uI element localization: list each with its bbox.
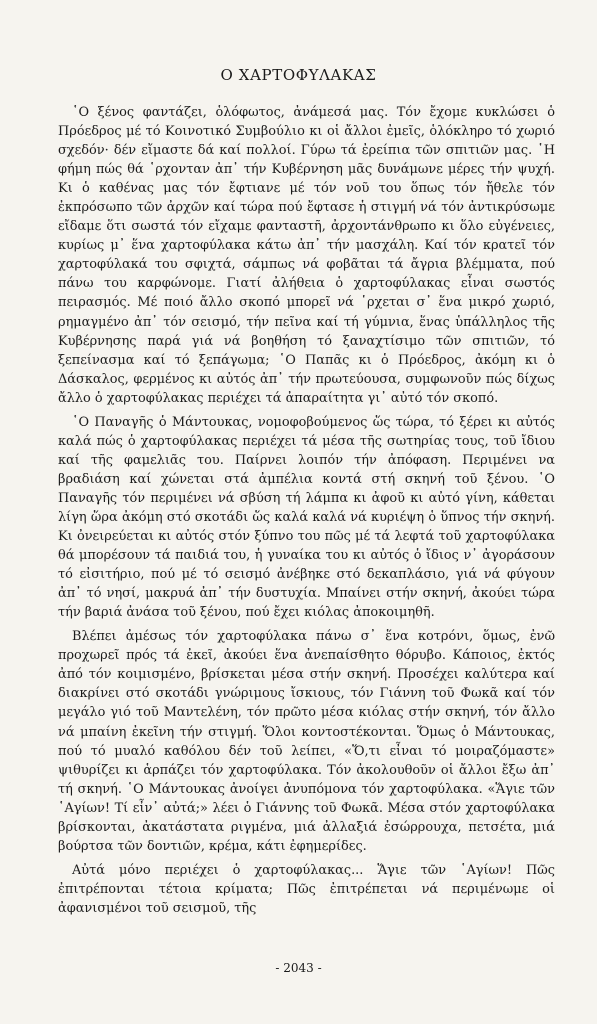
chapter-title: Ο ΧΑΡΤΟΦΥΛΑΚΑΣ	[220, 66, 377, 84]
paragraph-3: Βλέπει ἀμέσως τόν χαρτοφύλακα πάνω σ᾿ ἕνα κοτρόνι, ὅμως, ἐνῶ προχωρεῖ πρός τά ἐκεῖ, ἀκούει ἕνα ἀνεπαίσθητο θόρυβο. Κάποιος, ἐκτός ἀπό τόν κοιμισμένο, βρίσκεται μέσα στήν σκηνή. Προσέχει καλύτερα καί διακρίνει στό σκοτάδι γνώριμους ἴσκιους, τόν Γιάννη τοῦ Φωκᾶ καί τόν μεγάλο γιό τοῦ Μαντελένη, τόν πρῶτο μέσα κιόλας στήν σκηνή, τόν ἄλλο νά μπαίνη ἐκεῖνη τήν στιγμή. Ὅλοι κοντοστέκονται. Ὅμως ὁ Μάντουκας, πού τό μυαλό καθόλου δέν τοῦ λείπει, «Ὅ,τι εἶναι τό μοιραζόμαστε» ψιθυρίζει κι ἁρπάζει τόν χαρτοφύλακα. Τόν ἀκολουθοῦν οἱ ἄλλοι ἔξω ἀπ᾿ τή σκηνή. ῾Ο Μάντουκας ἀνοίγει ἀνυπόμονα τόν χαρτοφύλακα. «Ἅγιε τῶν ῾Αγίων! Τί εἶν᾿ αὐτά;» λέει ὁ Γιάννης τοῦ Φωκᾶ. Μέσα στόν χαρτοφύλακα βρίσκονται, ἀκατάστατα ριγμένα, μιά ἀλλαξιά ἐσώρρουχα, πετσέτα, μιά βούρτσα τῶν δοντιῶν, κρέμα, κάτι ἐφημερίδες.	[58, 629, 555, 854]
page-number: - 2043 -	[275, 961, 322, 975]
story-body	[58, 103, 555, 923]
paragraph-2: ῾Ο Παναγῆς ὁ Μάντουκας, νομοφοβούμενος ὥς τώρα, τό ξέρει κι αὐτός καλά πώς ὁ χαρτοφύλακας περιέχει τά μέσα τῆς σωτηρίας τους, τοῦ ἴδιου καί τῆς φαμελιᾶς του. Παίρνει λοιπόν τήν ἀπόφαση. Περιμένει να βραδιάση καί χώνεται στά ἀμπέλια κοντά στή σκηνή τοῦ ξένου. ῾Ο Παναγῆς τόν περιμένει νά σβύση τή λάμπα κι ἀφοῦ κι αὐτό γίνη, κάθεται λίγη ὥρα ἀκόμη στό σκοτάδι ὥς καλά καλά νά κυριέψη ὁ ὕπνος τήν σκηνή. Κι ὀνειρεύεται κι αὐτός στόν ξύπνο του πῶς μέ τά λεφτά τοῦ χαρτοφύλακα θά μπορέσουν τά παιδιά του, ἡ γυναίκα του κι αὐτός ὁ ἴδιος ν᾿ ἀγοράσουν τό εἰσιτήριο, πού μέ τό σεισμό ἀνέβηκε στό δεκαπλάσιο, γιά νά φύγουν ἀπ᾿ τό νησί, μακρυά ἀπ᾿ τήν δυστυχία. Μπαίνει στήν σκηνή, ἀκούει τώρα τήν βαριά ἀνάσα τοῦ ξένου, πού ἔχει κιόλας ἀποκοιμηθῆ.	[58, 414, 555, 621]
paragraph-1: ῾Ο ξένος φαντάζει, ὁλόφωτος, ἀνάμεσά μας. Τόν ἔχομε κυκλώσει ὁ Πρόεδρος μέ τό Κοινοτικό Συμβούλιο κι οἱ ἄλλοι ἐμεῖς, ὁλόκληρο τό χωριό σχεδόν· δέν εἴμαστε δά καί πολλοί. Γύρω τά ἐρείπια τῶν σπιτιῶν μας. ῾Η φήμη πώς θά ῾ρχονταν ἀπ᾿ τήν Κυβέρνηση μᾶς δυνάμωνε μέρες τήν ψυχή. Κι ὁ καθένας μας τόν ἔφτιανε μέ τόν νοῦ του ὅπως τόν ἤθελε τόν ἐκπρόσωπο τῶν ἀρχῶν καί τώρα πού ἔφτασε ἡ στιγμή νά τόν ἀντικρύσωμε εἴδαμε ὅτι σωστά τόν εἴχαμε φανταστῆ, ἀρχοντάνθρωπο κι ὅλο εὐγένειες, κυρίως μ᾿ ἕνα χαρτοφύλακα κάτω ἀπ᾿ τήν μασχάλη. Καί τόν κρατεῖ τόν χαρτοφύλακά του σφιχτά, σάμπως νά φοβᾶται τά ἄγρια βλέμματα, πού πάνω του καρφώνομε. Γιατί ἀλήθεια ὁ χαρτοφύλακας εἶναι σωστός πειρασμός. Μέ ποιό ἄλλο σκοπό μπορεῖ νά ῾ρχεται σ᾿ ἕνα μικρό χωριό, ρημαγμένο ἀπ᾿ τόν σεισμό, τήν πεῖνα καί τή γύμνια, ἕνας ὑπάλληλος τῆς Κυβέρνησης παρά γιά νά βοηθήση τό ξαναχτίσιμο τῶν σπιτιῶν, τό ξεπείνασμα καί τό ξεπάγωμα; ῾Ο Παπᾶς κι ὁ Πρόεδρος, ἀκόμη κι ὁ Δάσκαλος, φερμένος κι αὐτός ἀπ᾿ τήν πρωτεύουσα, συμφωνοῦν πώς δίχως ἄλλο ὁ χαρτοφύλακας περιέχει τά ἀπαραίτητα γι᾿ αὐτό τόν σκοπό.	[58, 105, 555, 406]
paragraph-4: Αὐτά μόνο περιέχει ὁ χαρτοφύλακας... Ἅγιε τῶν ῾Αγίων! Πῶς ἐπιτρέπονται τέτοια κρίματα; Πῶς ἐπιτρέπεται νά περιμένωμε οἱ ἀφανισμένοι τοῦ σεισμοῦ, τῆς	[58, 862, 555, 916]
